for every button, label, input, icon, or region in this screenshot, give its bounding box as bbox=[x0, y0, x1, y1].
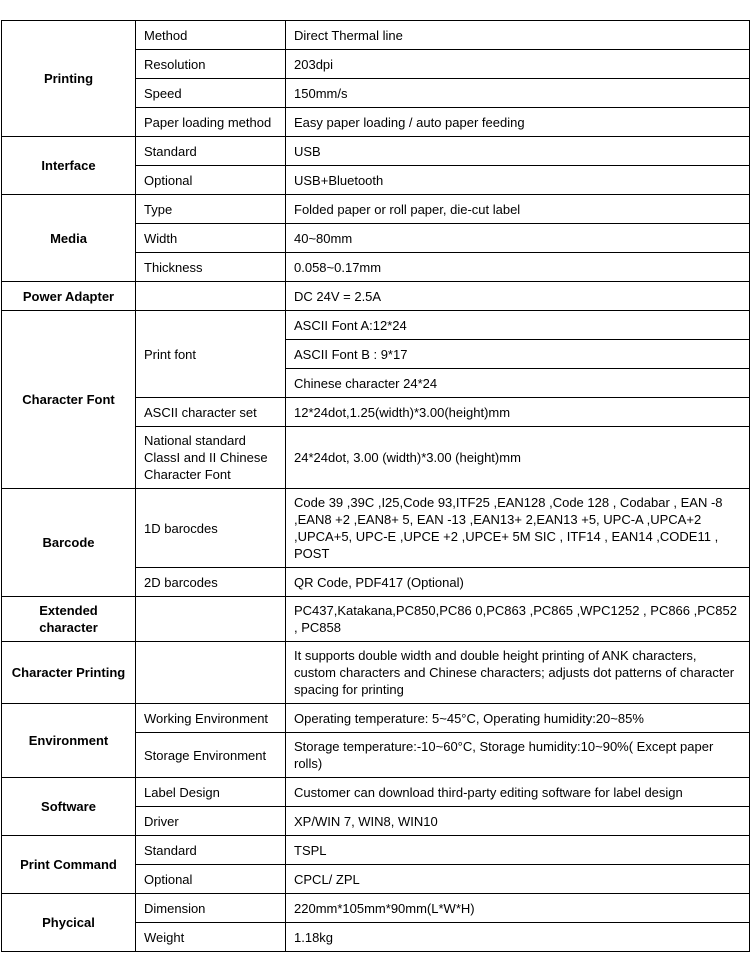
label-cell: Standard bbox=[136, 836, 286, 865]
category-cell: Interface bbox=[2, 137, 136, 195]
value-cell: 0.058~0.17mm bbox=[286, 253, 750, 282]
value-cell: Folded paper or roll paper, die-cut label bbox=[286, 195, 750, 224]
value-cell: TSPL bbox=[286, 836, 750, 865]
spec-row bbox=[2, 282, 750, 311]
value-cell: USB bbox=[286, 137, 750, 166]
spec-row bbox=[2, 311, 750, 340]
label-cell: 1D barocdes bbox=[136, 489, 286, 568]
label-cell: Dimension bbox=[136, 894, 286, 923]
label-cell: Type bbox=[136, 195, 286, 224]
value-cell: 150mm/s bbox=[286, 79, 750, 108]
spec-row bbox=[2, 21, 750, 50]
value-cell: Operating temperature: 5~45°C, Operating humidity:20~85% bbox=[286, 704, 750, 733]
label-cell: Optional bbox=[136, 166, 286, 195]
category-cell: Environment bbox=[2, 704, 136, 778]
value-cell: Storage temperature:-10~60°C, Storage humidity:10~90%( Except paper rolls) bbox=[286, 733, 750, 778]
spec-row bbox=[2, 489, 750, 568]
category-cell: Barcode bbox=[2, 489, 136, 597]
spec-table bbox=[1, 20, 750, 952]
value-cell: 40~80mm bbox=[286, 224, 750, 253]
spec-row bbox=[2, 894, 750, 923]
category-cell: Printing bbox=[2, 21, 136, 137]
value-cell: ASCII Font A:12*24 bbox=[286, 311, 750, 340]
label-cell: Thickness bbox=[136, 253, 286, 282]
value-cell: XP/WIN 7, WIN8, WIN10 bbox=[286, 807, 750, 836]
value-cell: CPCL/ ZPL bbox=[286, 865, 750, 894]
label-cell: National standard ClassI and II Chinese Character Font bbox=[136, 427, 286, 489]
category-cell: Character Font bbox=[2, 311, 136, 489]
label-cell: Print font bbox=[136, 311, 286, 398]
value-cell: 24*24dot, 3.00 (width)*3.00 (height)mm bbox=[286, 427, 750, 489]
category-cell: Character Printing bbox=[2, 642, 136, 704]
value-cell: 220mm*105mm*90mm(L*W*H) bbox=[286, 894, 750, 923]
label-cell: ASCII character set bbox=[136, 398, 286, 427]
label-cell: 2D barcodes bbox=[136, 568, 286, 597]
value-cell: Direct Thermal line bbox=[286, 21, 750, 50]
value-cell: It supports double width and double height printing of ANK characters, custom characters and Chinese characters; adjusts dot patterns of character spacing for printing bbox=[286, 642, 750, 704]
value-cell: Code 39 ,39C ,I25,Code 93,ITF25 ,EAN128 ,Code 128 , Codabar , EAN -8 ,EAN8 +2 ,EAN8+ 5, EAN -13 ,EAN13+ 2,EAN13 +5, UPC-A ,UPCA+2 ,UPCA+5, UPC-E ,UPCE +2 ,UPCE+ 5M SIC , ITF14 , EAN14 ,CODE11 , POST bbox=[286, 489, 750, 568]
category-cell: Extended character bbox=[2, 597, 136, 642]
value-cell: Easy paper loading / auto paper feeding bbox=[286, 108, 750, 137]
value-cell: ASCII Font B : 9*17 bbox=[286, 340, 750, 369]
label-cell: Resolution bbox=[136, 50, 286, 79]
label-cell: Speed bbox=[136, 79, 286, 108]
label-cell: Standard bbox=[136, 137, 286, 166]
label-cell bbox=[136, 282, 286, 311]
spec-table-body bbox=[2, 21, 750, 952]
label-cell: Driver bbox=[136, 807, 286, 836]
label-cell: Method bbox=[136, 21, 286, 50]
spec-row bbox=[2, 642, 750, 704]
category-cell: Power Adapter bbox=[2, 282, 136, 311]
spec-row bbox=[2, 597, 750, 642]
value-cell: Customer can download third-party editing software for label design bbox=[286, 778, 750, 807]
label-cell bbox=[136, 597, 286, 642]
label-cell: Label Design bbox=[136, 778, 286, 807]
category-cell: Print Command bbox=[2, 836, 136, 894]
spec-row bbox=[2, 195, 750, 224]
value-cell: DC 24V = 2.5A bbox=[286, 282, 750, 311]
label-cell bbox=[136, 642, 286, 704]
value-cell: QR Code, PDF417 (Optional) bbox=[286, 568, 750, 597]
label-cell: Storage Environment bbox=[136, 733, 286, 778]
label-cell: Optional bbox=[136, 865, 286, 894]
value-cell: Chinese character 24*24 bbox=[286, 369, 750, 398]
spec-row bbox=[2, 137, 750, 166]
category-cell: Media bbox=[2, 195, 136, 282]
value-cell: 12*24dot,1.25(width)*3.00(height)mm bbox=[286, 398, 750, 427]
label-cell: Width bbox=[136, 224, 286, 253]
label-cell: Paper loading method bbox=[136, 108, 286, 137]
category-cell: Software bbox=[2, 778, 136, 836]
value-cell: USB+Bluetooth bbox=[286, 166, 750, 195]
spec-row bbox=[2, 778, 750, 807]
spec-row bbox=[2, 836, 750, 865]
category-cell: Phycical bbox=[2, 894, 136, 952]
spec-row bbox=[2, 704, 750, 733]
label-cell: Working Environment bbox=[136, 704, 286, 733]
value-cell: 203dpi bbox=[286, 50, 750, 79]
value-cell: 1.18kg bbox=[286, 923, 750, 952]
value-cell: PC437,Katakana,PC850,PC86 0,PC863 ,PC865 ,WPC1252 , PC866 ,PC852 , PC858 bbox=[286, 597, 750, 642]
label-cell: Weight bbox=[136, 923, 286, 952]
